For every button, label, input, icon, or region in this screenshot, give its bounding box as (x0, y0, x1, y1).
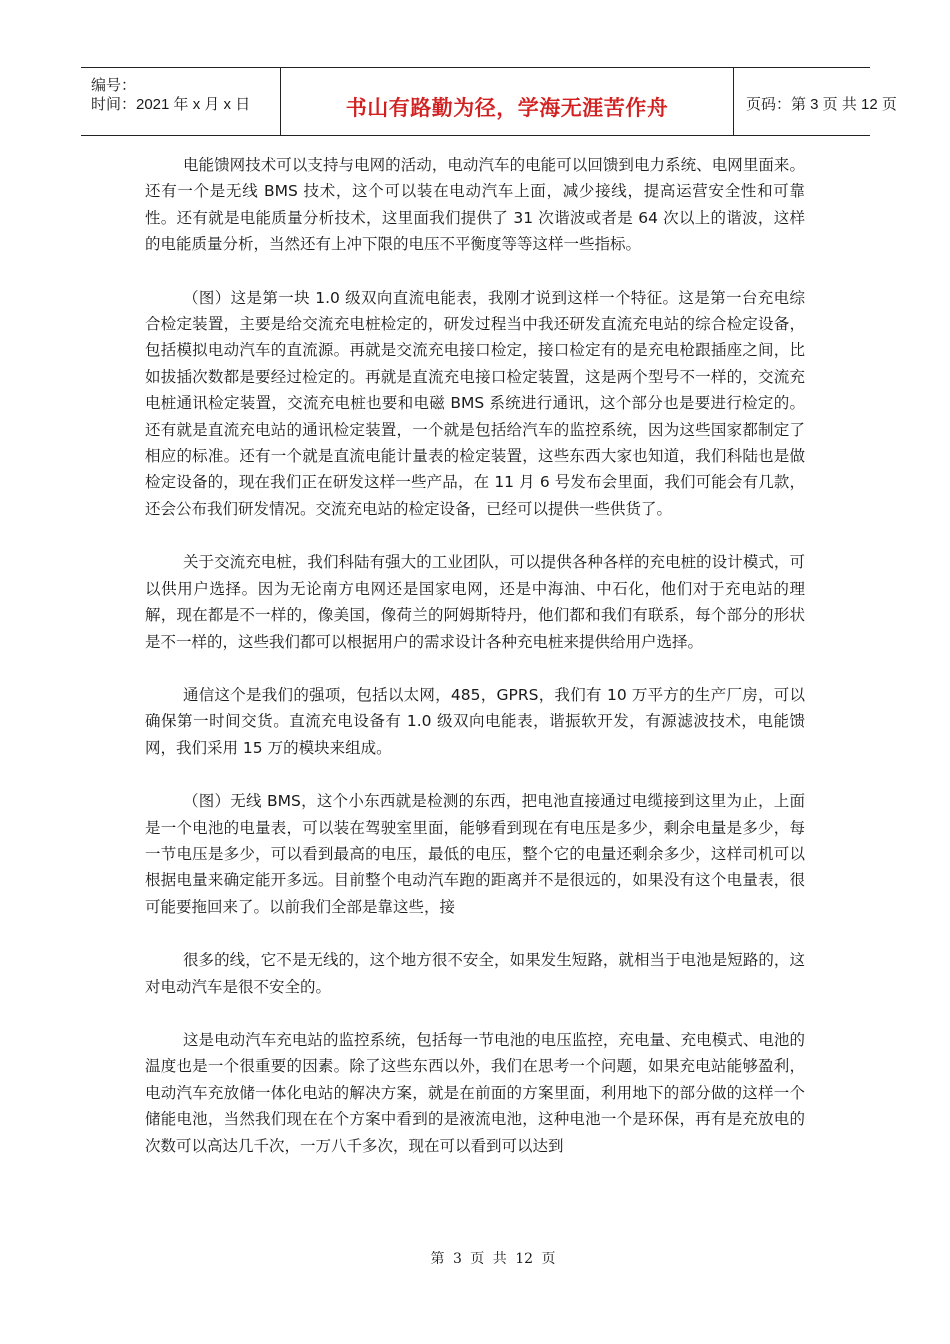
page-footer: 第 3 页 共 12 页 (430, 1251, 556, 1267)
header-page-number: 页码：第 3 页 共 12 页 (746, 96, 897, 113)
document-body (145, 152, 805, 1186)
page-header (81, 67, 897, 136)
body-paragraph: （图）这是第一块 1.0 级双向直流电能表，我刚才说到这样一个特征。这是第一台充电综合检定装置，主要是给交流充电桩检定的，研发过程当中我还研发直流充电站的综合检定设备，包括模拟电动汽车的直流源。再就是交流充电接口检定，接口检定有的是充电枪跟插座之间，比如拔插次数都是要经过检定的。再就是直流充电接口检定装置，这是两个型号不一样的，交流充电桩通讯检定装置，交流充电桩也要和电磁 BMS 系统进行通讯，这个部分也是要进行检定的。还有就是直流充电站的通讯检定装置，一个就是包括给汽车的监控系统，因为这些国家都制定了相应的标准。还有一个就是直流电能计量表的检定装置，这些东西大家也知道，我们科陆也是做检定设备的，现在我们正在研发这样一些产品，在 11 月 6 号发布会里面，我们可能会有几款，还会公布我们研发情况。交流充电站的检定设备，已经可以提供一些供货了。 (145, 288, 805, 518)
body-paragraph: 很多的线，它不是无线的，这个地方很不安全，如果发生短路，就相当于电池是短路的，这对电动汽车是很不安全的。 (145, 951, 805, 996)
header-left-cell (81, 68, 281, 135)
header-right-cell (734, 68, 897, 135)
body-paragraph: 这是电动汽车充电站的监控系统，包括每一节电池的电压监控，充电量、充电模式、电池的温度也是一个很重要的因素。除了这些东西以外，我们在思考一个问题，如果充电站能够盈利，电动汽车充放储一体化电站的解决方案，就是在前面的方案里面，利用地下的部分做的这样一个储能电池，当然我们现在在个方案中看到的是液流电池，这种电池一个是环保，再有是充放电的次数可以高达几千次，一万八千多次，现在可以看到可以达到 (145, 1030, 805, 1155)
body-paragraph: 通信这个是我们的强项，包括以太网，485，GPRS，我们有 10 万平方的生产厂房，可以确保第一时间交货。直流充电设备有 1.0 级双向电能表，谐振软开发，有源滤波技术，电能馈网，我们采用 15 万的模块来组成。 (145, 685, 805, 757)
header-middle-cell (281, 68, 734, 135)
body-paragraph: （图）无线 BMS，这个小东西就是检测的东西，把电池直接通过电缆接到这里为止，上面是一个电池的电量表，可以装在驾驶室里面，能够看到现在有电压是多少，剩余电量是多少，每一节电压是多少，可以看到最高的电压，最低的电压，整个它的电量还剩余多少，这样司机可以根据电量来确定能开多远。目前整个电动汽车跑的距离并不是很远的，如果没有这个电量表，很可能要拖回来了。以前我们全部是靠这些，接 (145, 792, 805, 916)
body-paragraph: 关于交流充电桩，我们科陆有强大的工业团队，可以提供各种各样的充电桩的设计模式，可以供用户选择。因为无论南方电网还是国家电网，还是中海油、中石化，他们对于充电站的理解，现在都是不一样的，像美国，像荷兰的阿姆斯特丹，他们都和我们有联系，每个部分的形状是不一样的，这些我们都可以根据用户的需求设计各种充电桩来提供给用户选择。 (145, 553, 805, 651)
header-motto: 书山有路勤为径，学海无涯苦作舟 (345, 95, 669, 120)
document-code-label: 编号： (91, 77, 137, 94)
document-date-label: 时间：2021 年 x 月 x 日 (91, 96, 251, 113)
body-paragraph: 电能馈网技术可以支持与电网的活动，电动汽车的电能可以回馈到电力系统、电网里面来。还有一个是无线 BMS 技术，这个可以装在电动汽车上面，减少接线，提高运营安全性和可靠性。还有就是电能质量分析技术，这里面我们提供了 31 次谐波或者是 64 次以上的谐波，这样的电能质量分析，当然还有上冲下限的电压不平衡度等等这样一些指标。 (145, 156, 805, 254)
